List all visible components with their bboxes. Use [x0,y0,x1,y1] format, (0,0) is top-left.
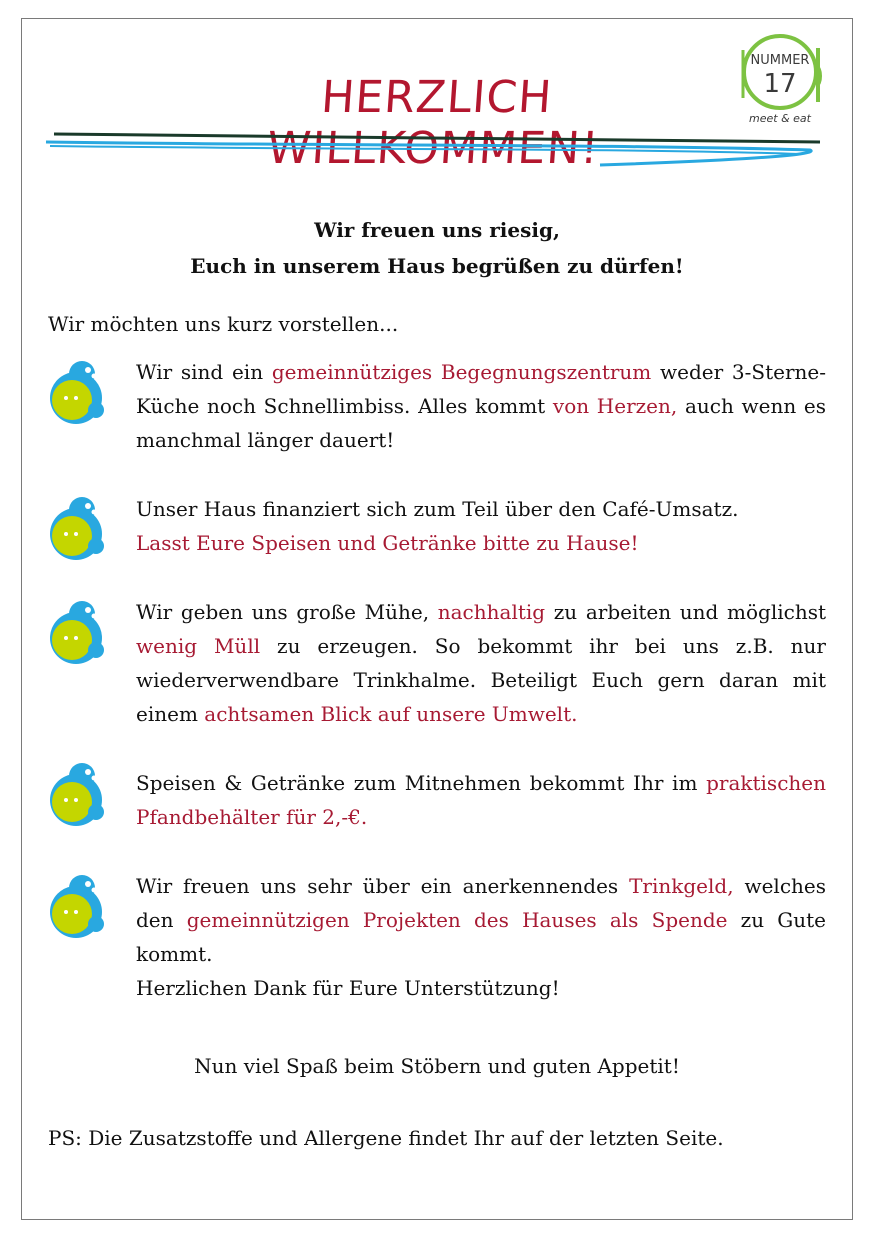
text: welches den [136,874,826,932]
info-item-5 [136,869,826,1005]
info-item-4 [136,766,826,834]
intro-heading [140,212,734,284]
page-title: HERZLICH WILLKOMMEN! [265,72,601,174]
intro-line-2: Euch in unserem Haus begrüßen zu dürfen! [190,254,684,278]
thanks-line: Herzlichen Dank für Eure Unterstützung! [136,976,560,1000]
smiley-bubbles-icon [46,762,108,830]
info-item-2 [136,492,826,560]
logo-tagline: meet & eat [749,112,811,125]
logo-number: 17 [763,69,797,99]
lead-text: Wir möchten uns kurz vorstellen... [48,312,399,336]
item-highlight-line: Lasst Eure Speisen und Getränke bitte zu Hause! [136,531,639,555]
text: auch wenn es manchmal länger dauert! [136,394,827,452]
highlight: von Herzen, [552,394,678,418]
text: zu Gute kommt. [136,908,826,966]
item-line: Unser Haus finanziert sich zum Teil über den Café-Umsatz. [136,497,739,521]
title-underline-swoosh [40,128,830,178]
logo-brand: NUMMER [750,53,810,68]
highlight: nachhaltig [437,600,546,624]
text: Wir sind ein [136,360,272,384]
text: Wir freuen uns sehr über ein anerkennendes [136,874,630,898]
smiley-bubbles-icon [46,874,108,942]
smiley-bubbles-icon [46,496,108,564]
text: zu erzeugen. So bekommt ihr bei uns z.B. nur wiederverwendbare Trinkhalme. Beteiligt Euch gern daran mit einem [136,634,826,726]
nummer17-logo [734,28,830,128]
smiley-bubbles-icon [46,600,108,668]
closing-line: Nun viel Spaß beim Stöbern und guten Appetit! [194,1054,680,1078]
text: Wir geben uns große Mühe, [136,600,438,624]
highlight: praktischen Pfandbehälter für 2,-€. [136,771,826,829]
text: weder 3-Sterne-Küche noch Schnellimbiss. Alles kommt [136,360,826,418]
highlight: achtsamen Blick auf unsere Umwelt. [204,702,578,726]
ps-note: PS: Die Zusatzstoffe und Allergene findet Ihr auf der letzten Seite. [48,1126,724,1150]
highlight: wenig Müll [136,634,261,658]
smiley-bubbles-icon [46,360,108,428]
text: zu arbeiten und möglichst [545,600,827,624]
highlight: gemeinnützigen Projekten des Hauses als Spende [186,908,728,932]
info-item-1 [136,355,826,457]
highlight: Trinkgeld, [629,874,734,898]
intro-line-1: Wir freuen uns riesig, [314,218,560,242]
highlight: gemeinnütziges Begegnungszentrum [271,360,652,384]
text: Speisen & Getränke zum Mitnehmen bekommt Ihr im [136,771,707,795]
info-item-3 [136,595,826,731]
